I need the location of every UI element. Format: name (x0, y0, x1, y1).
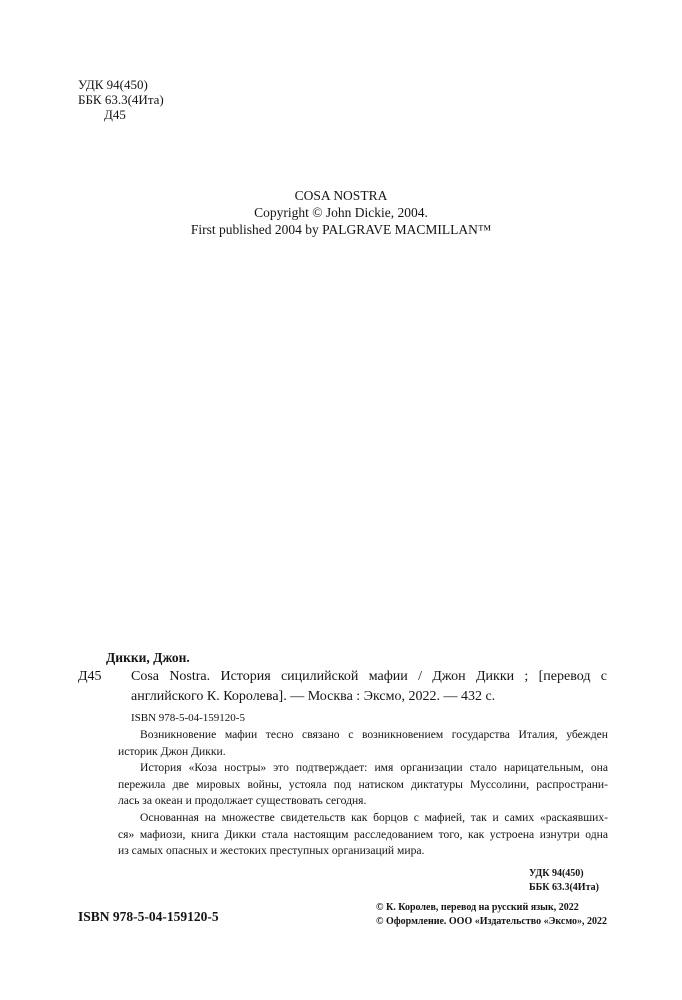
bbk-code-bottom: ББК 63.3(4Ита) (529, 882, 599, 893)
classification-bottom (529, 867, 599, 895)
record-author-mark: Д45 (78, 669, 102, 684)
annotation (118, 727, 608, 860)
footer-copyrights (376, 901, 607, 928)
annotation-p3-line2: ся» мафиози, книга Дикки стала настоящим расследованием того, как устроена изнутри одна (118, 827, 608, 841)
annotation-p2-line1: История «Коза ностры» это подтверждает: имя организации стало нарицательным, она (140, 761, 608, 775)
copyright-design: © Оформление. ООО «Издательство «Эксмо», 2022 (376, 915, 607, 927)
udk-code-bottom: УДК 94(450) (529, 868, 584, 879)
footer-isbn: ISBN 978-5-04-159120-5 (78, 909, 219, 924)
record-title (131, 667, 607, 707)
annotation-p3-line3: из самых опасных и жестоких преступных организаций мира. (118, 844, 425, 858)
annotation-p2-line3: лась за океан и продолжает существовать сегодня. (118, 794, 367, 808)
annotation-p1-line2: историк Джон Дикки. (118, 744, 226, 758)
classification-top (78, 77, 164, 122)
record-isbn: ISBN 978-5-04-159120-5 (131, 712, 245, 724)
original-edition-block (0, 187, 682, 238)
original-copyright: Copyright © John Dickie, 2004. (254, 205, 428, 220)
annotation-p1-line1: Возникновение мафии тесно связано с возникновением государства Италия, убежден (140, 728, 608, 741)
record-title-line-2: английского К. Королева]. — Москва : Эксмо, 2022. — 432 с. (131, 689, 496, 704)
first-published: First published 2004 by PALGRAVE MACMILLAN™ (190, 222, 492, 237)
bbk-code: ББК 63.3(4Ита) (78, 92, 164, 107)
copyright-translation: © К. Королев, перевод на русский язык, 2022 (376, 902, 579, 913)
annotation-p2-line2: пережила две мировых войны, устояла под натиском диктатуры Муссолини, распространи- (118, 777, 608, 791)
annotation-p3-line1: Основанная на множестве свидетельств как борцов с мафией, так и самих «раскаявших- (140, 810, 608, 824)
record-author: Дикки, Джон. (106, 650, 190, 665)
record-title-line-1: Cosa Nostra. История сицилийской мафии / Джон Дикки ; [перевод с (131, 669, 607, 684)
author-mark: Д45 (104, 107, 126, 122)
udk-code: УДК 94(450) (78, 77, 148, 92)
original-title: COSA NOSTRA (294, 188, 388, 203)
